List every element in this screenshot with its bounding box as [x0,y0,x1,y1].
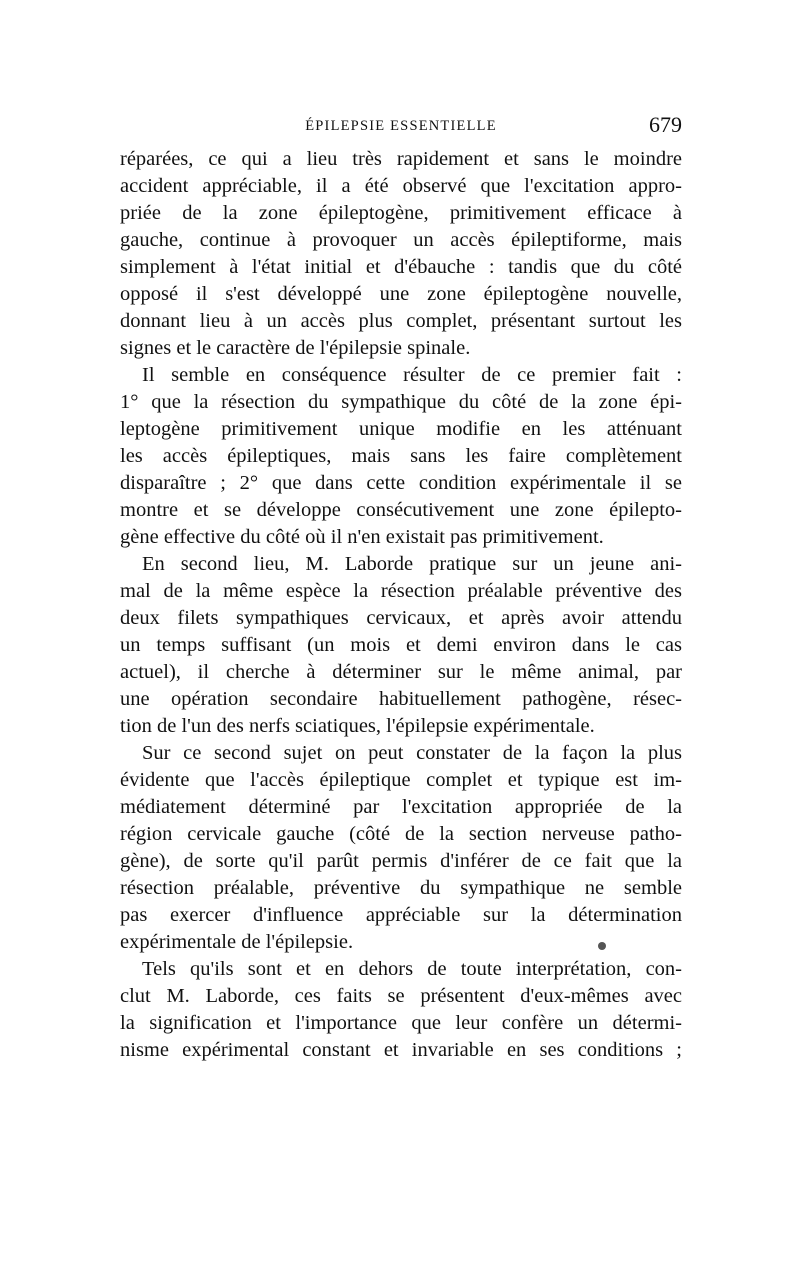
text-line: résection préalable, préventive du sympathique ne semble [120,877,682,899]
paragraph-first-line: En second lieu, M. Laborde pratique sur un jeune ani- [142,553,682,575]
text-line: simplement à l'état initial et d'ébauche : tandis que du côté [120,256,682,278]
body-text [120,146,682,1064]
text-line: leptogène primitivement unique modifie en les atténuant [120,418,682,440]
text-line: 1° que la résection du sympathique du côté de la zone épi- [120,391,682,413]
text-line: donnant lieu à un accès plus complet, présentant surtout les [120,310,682,332]
paragraph-first-line: Il semble en conséquence résulter de ce premier fait : [142,364,682,386]
text-line: deux filets sympathiques cervicaux, et après avoir attendu [120,607,682,629]
text-line: priée de la zone épileptogène, primitivement efficace à [120,202,682,224]
text-line: disparaître ; 2° que dans cette condition expérimentale il se [120,472,682,494]
text-line: nisme expérimental constant et invariable en ses conditions ; [120,1039,682,1061]
text-line: les accès épileptiques, mais sans les faire complètement [120,445,682,467]
text-line: région cervicale gauche (côté de la section nerveuse patho- [120,823,682,845]
ink-speck [598,942,606,950]
text-line: signes et le caractère de l'épilepsie spinale. [120,337,471,359]
text-line: actuel), il cherche à déterminer sur le même animal, par [120,661,682,683]
text-line: gène), de sorte qu'il parût permis d'inférer de ce fait que la [120,850,682,872]
page-number: 679 [649,112,682,137]
text-line: médiatement déterminé par l'excitation appropriée de la [120,796,682,818]
text-line: pas exercer d'influence appréciable sur la détermination [120,904,682,926]
text-line: accident appréciable, il a été observé que l'excitation appro- [120,175,682,197]
text-line: clut M. Laborde, ces faits se présentent d'eux-mêmes avec [120,985,682,1007]
text-line: la signification et l'importance que leur confère un détermi- [120,1012,682,1034]
text-line: montre et se développe consécutivement une zone épilepto- [120,499,682,521]
text-line: tion de l'un des nerfs sciatiques, l'épilepsie expérimentale. [120,715,595,737]
text-line: un temps suffisant (un mois et demi environ dans le cas [120,634,682,656]
text-line: expérimentale de l'épilepsie. [120,931,354,953]
text-line: gène effective du côté où il n'en existait pas primitivement. [120,526,604,548]
text-line: opposé il s'est développé une zone épileptogène nouvelle, [120,283,682,305]
running-title: ÉPILEPSIE ESSENTIELLE [305,118,497,134]
text-line: réparées, ce qui a lieu très rapidement et sans le moindre [120,148,682,170]
text-line: une opération secondaire habituellement pathogène, résec- [120,688,682,710]
text-line: gauche, continue à provoquer un accès épileptiforme, mais [120,229,682,251]
running-head [120,112,682,142]
paragraph-first-line: Sur ce second sujet on peut constater de la façon la plus [142,742,682,764]
text-line: mal de la même espèce la résection préalable préventive des [120,580,682,602]
text-line: évidente que l'accès épileptique complet et typique est im- [120,769,682,791]
paragraph-first-line: Tels qu'ils sont et en dehors de toute interprétation, con- [142,958,682,980]
